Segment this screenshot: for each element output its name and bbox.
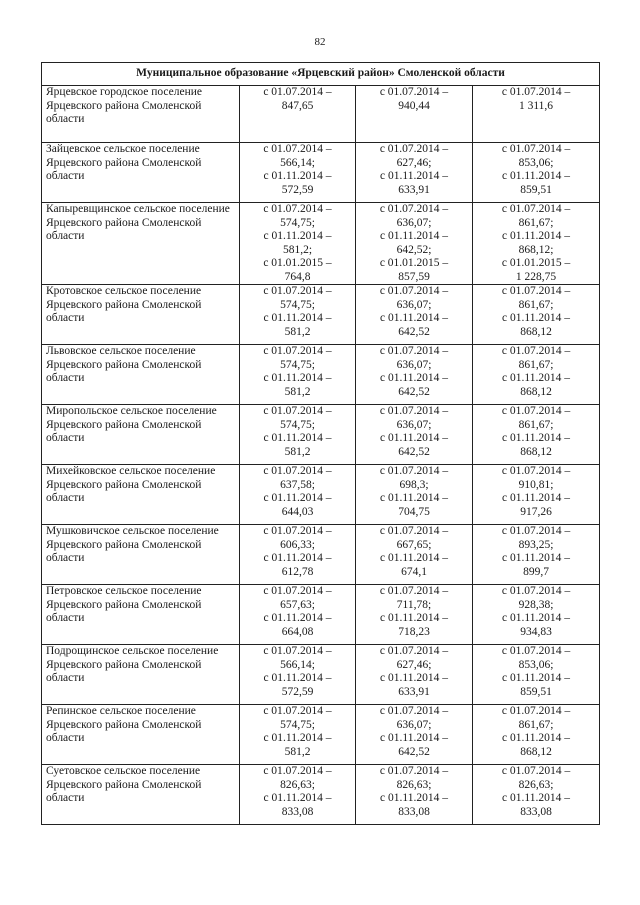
table-row	[42, 203, 600, 285]
tariff-value: 1 228,75	[515, 270, 557, 283]
tariff-cell	[473, 765, 600, 825]
tariff-value: 861,67;	[518, 298, 554, 311]
tariff-cell	[240, 86, 356, 143]
period-start: с 01.11.2014 –	[380, 492, 448, 504]
period-start: с 01.07.2014 –	[501, 585, 571, 597]
tariff-cell	[473, 705, 600, 765]
period-start: с 01.07.2014 –	[263, 705, 332, 717]
tariff-value: 642,52;	[396, 243, 432, 256]
settlement-name: Капыревщинское сельское поселение Ярцевского района Смоленской области	[42, 203, 240, 285]
period-start: с 01.11.2014 –	[502, 732, 570, 744]
tariff-cell	[240, 345, 356, 405]
tariff-value: 636,07;	[396, 718, 432, 731]
tariff-value: 868,12	[520, 445, 552, 458]
period-start: с 01.07.2014 –	[501, 465, 571, 477]
period-start: с 01.07.2014 –	[379, 143, 449, 155]
table-header-row	[42, 63, 600, 86]
period-start: с 01.11.2014 –	[263, 372, 332, 384]
settlement-name: Подрощинское сельское поселение Ярцевского района Смоленской области	[42, 645, 240, 705]
period-start: с 01.11.2014 –	[380, 372, 448, 384]
tariff-value: 642,52	[398, 385, 430, 398]
period-start: с 01.11.2014 –	[502, 552, 570, 564]
tariff-value: 574,75;	[280, 358, 315, 371]
period-start: с 01.11.2014 –	[263, 792, 332, 804]
period-start: с 01.07.2014 –	[501, 285, 571, 297]
tariff-value: 657,63;	[280, 598, 315, 611]
period-start: с 01.07.2014 –	[379, 345, 449, 357]
period-start: с 01.07.2014 –	[379, 405, 449, 417]
tariff-value: 861,67;	[518, 358, 554, 371]
tariff-value: 606,33;	[280, 538, 315, 551]
period-start: с 01.11.2014 –	[380, 612, 448, 624]
tariff-value: 627,46;	[396, 658, 432, 671]
period-start: с 01.11.2014 –	[263, 170, 332, 182]
table-row	[42, 143, 600, 203]
table-row	[42, 705, 600, 765]
table-row	[42, 765, 600, 825]
tariff-value: 928,38;	[518, 598, 554, 611]
settlement-name: Ярцевское городское поселение Ярцевского района Смоленской области	[42, 86, 240, 143]
tariff-value: 704,75	[398, 505, 430, 518]
period-start: с 01.07.2014 –	[263, 345, 332, 357]
tariff-cell	[473, 86, 600, 143]
tariff-cell	[240, 645, 356, 705]
period-start: с 01.07.2014 –	[263, 285, 332, 297]
period-start: с 01.11.2014 –	[380, 312, 448, 324]
period-start: с 01.11.2014 –	[502, 230, 570, 242]
tariff-value: 581,2	[284, 445, 311, 458]
tariff-cell	[240, 765, 356, 825]
tariff-value: 861,67;	[518, 718, 554, 731]
table-row	[42, 405, 600, 465]
tariff-value: 574,75;	[280, 216, 315, 229]
tariff-value: 566,14;	[280, 156, 315, 169]
tariff-value: 642,52	[398, 325, 430, 338]
tariff-value: 581,2;	[282, 243, 313, 256]
tariff-value: 859,51	[520, 183, 552, 196]
tariff-cell	[240, 285, 356, 345]
tariff-value: 861,67;	[518, 216, 554, 229]
settlement-name: Кротовское сельское поселение Ярцевского района Смоленской области	[42, 285, 240, 345]
period-start: с 01.11.2014 –	[380, 672, 448, 684]
period-start: с 01.11.2014 –	[380, 792, 448, 804]
tariff-value: 833,08	[398, 805, 430, 818]
tariff-cell	[356, 585, 473, 645]
tariff-value: 826,63;	[518, 778, 554, 791]
tariff-cell	[356, 285, 473, 345]
settlement-name: Репинское сельское поселение Ярцевского района Смоленской области	[42, 705, 240, 765]
period-start: с 01.07.2014 –	[263, 465, 332, 477]
period-start: с 01.11.2014 –	[380, 170, 448, 182]
tariff-value: 674,1	[401, 565, 427, 578]
period-start: с 01.07.2014 –	[263, 405, 332, 417]
tariff-value: 893,25;	[518, 538, 554, 551]
period-start: с 01.07.2014 –	[379, 203, 449, 215]
period-start: с 01.11.2014 –	[263, 552, 332, 564]
tariff-cell	[473, 585, 600, 645]
tariff-value: 868,12	[520, 385, 552, 398]
tariff-value: 642,52	[398, 745, 430, 758]
tariff-value: 853,06;	[518, 658, 554, 671]
tariff-value: 581,2	[284, 325, 311, 338]
tariff-value: 664,08	[281, 625, 314, 638]
tariff-value: 826,63;	[396, 778, 432, 791]
tariff-value: 917,26	[520, 505, 552, 518]
period-start: с 01.07.2014 –	[263, 765, 332, 777]
tariff-value: 574,75;	[280, 298, 315, 311]
period-start: с 01.11.2014 –	[263, 312, 332, 324]
tariff-value: 633,91	[398, 183, 430, 196]
tariff-cell	[240, 465, 356, 525]
period-start: с 01.11.2014 –	[380, 732, 448, 744]
period-start: с 01.07.2014 –	[501, 405, 571, 417]
tariff-value: 868,12;	[518, 243, 554, 256]
period-start: с 01.07.2014 –	[501, 143, 571, 155]
tariff-value: 581,2	[284, 745, 311, 758]
period-start: с 01.07.2014 –	[263, 585, 332, 597]
tariff-cell	[356, 465, 473, 525]
tariff-cell	[356, 86, 473, 143]
tariff-value: 718,23	[398, 625, 430, 638]
period-start: с 01.07.2014 –	[501, 705, 571, 717]
period-start: с 01.11.2014 –	[502, 170, 570, 182]
period-start: с 01.11.2014 –	[263, 732, 332, 744]
period-start: с 01.01.2015 –	[501, 257, 571, 269]
tariff-value: 868,12	[520, 325, 552, 338]
period-start: с 01.11.2014 –	[502, 612, 570, 624]
tariff-value: 636,07;	[396, 358, 432, 371]
period-start: с 01.11.2014 –	[263, 230, 332, 242]
tariff-cell	[356, 143, 473, 203]
period-start: с 01.07.2014 –	[379, 285, 449, 297]
table-row	[42, 465, 600, 525]
period-start: с 01.11.2014 –	[502, 492, 570, 504]
tariff-value: 633,91	[398, 685, 430, 698]
tariff-value: 612,78	[281, 565, 314, 578]
period-start: с 01.11.2014 –	[502, 672, 570, 684]
tariff-cell	[473, 203, 600, 285]
tariff-value: 940,44	[398, 99, 430, 112]
tariff-cell	[473, 525, 600, 585]
page-number: 82	[314, 36, 326, 48]
tariff-value: 636,07;	[396, 298, 432, 311]
tariff-cell	[240, 705, 356, 765]
table-row	[42, 285, 600, 345]
period-start: с 01.11.2014 –	[380, 432, 448, 444]
tariff-value: 698,3;	[399, 478, 429, 491]
tariff-value: 642,52	[398, 445, 430, 458]
period-start: с 01.07.2014 –	[379, 86, 449, 98]
settlement-name: Миропольское сельское поселение Ярцевского района Смоленской области	[42, 405, 240, 465]
period-start: с 01.07.2014 –	[501, 765, 571, 777]
tariff-cell	[240, 525, 356, 585]
tariff-value: 574,75;	[280, 418, 315, 431]
period-start: с 01.07.2014 –	[501, 525, 571, 537]
period-start: с 01.11.2014 –	[380, 552, 448, 564]
settlement-name: Львовское сельское поселение Ярцевского района Смоленской области	[42, 345, 240, 405]
period-start: с 01.11.2014 –	[263, 612, 332, 624]
table-row	[42, 645, 600, 705]
tariff-cell	[356, 705, 473, 765]
tariff-value: 934,83	[520, 625, 552, 638]
period-start: с 01.01.2015 –	[379, 257, 449, 269]
tariff-value: 764,8	[284, 270, 311, 283]
table-row	[42, 345, 600, 405]
tariff-cell	[473, 285, 600, 345]
tariff-cell	[356, 405, 473, 465]
tariff-cell	[473, 345, 600, 405]
table-row	[42, 86, 600, 143]
tariff-cell	[356, 645, 473, 705]
period-start: с 01.07.2014 –	[501, 645, 571, 657]
table-header: Муниципальное образование «Ярцевский район» Смоленской области	[42, 63, 600, 86]
period-start: с 01.07.2014 –	[263, 525, 332, 537]
tariff-table	[41, 62, 600, 825]
tariff-value: 572,59	[281, 183, 314, 196]
tariff-value: 853,06;	[518, 156, 554, 169]
period-start: с 01.11.2014 –	[502, 372, 570, 384]
period-start: с 01.11.2014 –	[263, 492, 332, 504]
period-start: с 01.07.2014 –	[379, 645, 449, 657]
tariff-cell	[473, 645, 600, 705]
period-start: с 01.01.2015 –	[263, 257, 332, 269]
settlement-name: Петровское сельское поселение Ярцевского района Смоленской области	[42, 585, 240, 645]
period-start: с 01.11.2014 –	[502, 792, 570, 804]
period-start: с 01.11.2014 –	[263, 672, 332, 684]
period-start: с 01.11.2014 –	[502, 432, 570, 444]
tariff-value: 910,81;	[518, 478, 554, 491]
tariff-cell	[473, 405, 600, 465]
period-start: с 01.07.2014 –	[263, 143, 332, 155]
tariff-value: 859,51	[520, 685, 552, 698]
tariff-value: 826,63;	[280, 778, 315, 791]
tariff-value: 644,03	[281, 505, 314, 518]
period-start: с 01.07.2014 –	[379, 585, 449, 597]
tariff-cell	[473, 465, 600, 525]
period-start: с 01.07.2014 –	[379, 525, 449, 537]
settlement-name: Зайцевское сельское поселение Ярцевского района Смоленской области	[42, 143, 240, 203]
tariff-cell	[356, 525, 473, 585]
tariff-value: 857,59	[398, 270, 430, 283]
tariff-value: 833,08	[281, 805, 314, 818]
period-start: с 01.07.2014 –	[379, 705, 449, 717]
tariff-value: 868,12	[520, 745, 552, 758]
period-start: с 01.07.2014 –	[379, 465, 449, 477]
tariff-cell	[240, 585, 356, 645]
tariff-value: 637,58;	[280, 478, 315, 491]
period-start: с 01.07.2014 –	[263, 203, 332, 215]
tariff-cell	[356, 345, 473, 405]
tariff-value: 636,07;	[396, 418, 432, 431]
settlement-name: Суетовское сельское поселение Ярцевского района Смоленской области	[42, 765, 240, 825]
tariff-cell	[240, 203, 356, 285]
settlement-name: Мушковичское сельское поселение Ярцевского района Смоленской области	[42, 525, 240, 585]
tariff-value: 861,67;	[518, 418, 554, 431]
period-start: с 01.07.2014 –	[501, 345, 571, 357]
tariff-value: 711,78;	[396, 598, 432, 611]
tariff-cell	[356, 203, 473, 285]
period-start: с 01.07.2014 –	[379, 765, 449, 777]
tariff-value: 572,59	[281, 685, 314, 698]
tariff-value: 667,65;	[396, 538, 432, 551]
tariff-value: 833,08	[520, 805, 552, 818]
period-start: с 01.07.2014 –	[501, 203, 571, 215]
tariff-value: 627,46;	[396, 156, 432, 169]
tariff-value: 1 311,6	[518, 99, 554, 112]
period-start: с 01.07.2014 –	[263, 86, 332, 98]
period-start: с 01.11.2014 –	[502, 312, 570, 324]
tariff-cell	[356, 765, 473, 825]
tariff-value: 899,7	[523, 565, 549, 578]
tariff-value: 847,65	[281, 99, 314, 112]
table-row	[42, 525, 600, 585]
period-start: с 01.07.2014 –	[501, 86, 571, 98]
tariff-value: 581,2	[284, 385, 311, 398]
tariff-cell	[240, 405, 356, 465]
period-start: с 01.11.2014 –	[380, 230, 448, 242]
tariff-value: 636,07;	[396, 216, 432, 229]
settlement-name: Михейковское сельское поселение Ярцевского района Смоленской области	[42, 465, 240, 525]
tariff-cell	[473, 143, 600, 203]
period-start: с 01.07.2014 –	[263, 645, 332, 657]
tariff-cell	[240, 143, 356, 203]
tariff-value: 574,75;	[280, 718, 315, 731]
tariff-value: 566,14;	[280, 658, 315, 671]
period-start: с 01.11.2014 –	[263, 432, 332, 444]
table-row	[42, 585, 600, 645]
